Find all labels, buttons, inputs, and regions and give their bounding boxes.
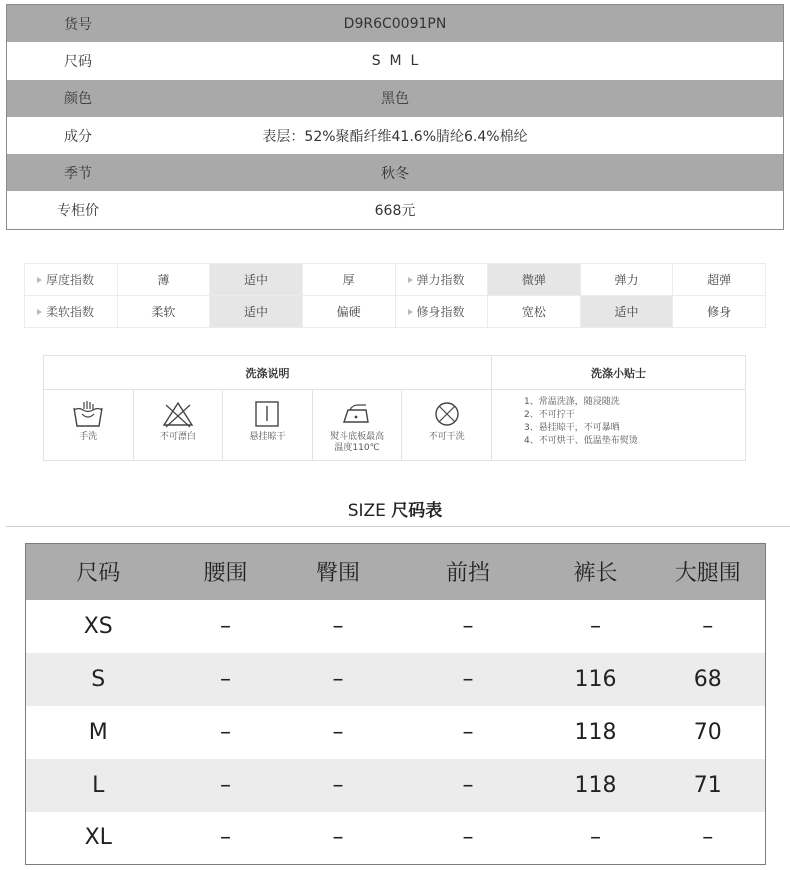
iron-icon bbox=[340, 400, 374, 428]
washing-title: 洗涤说明 bbox=[44, 356, 491, 390]
thickness-label: 厚度指数 bbox=[25, 264, 118, 296]
size-cell: – bbox=[462, 719, 474, 745]
feel-option: 弹力 bbox=[580, 264, 673, 296]
divider bbox=[6, 526, 790, 527]
feel-option: 厚 bbox=[302, 264, 395, 296]
triangle-icon bbox=[408, 309, 413, 315]
size-cell: – bbox=[281, 653, 396, 706]
size-cell: – bbox=[702, 825, 714, 851]
hang-dry-icon bbox=[250, 400, 284, 428]
size-cell: L bbox=[26, 759, 171, 812]
info-row-size bbox=[7, 42, 783, 79]
feel-option-selected: 适中 bbox=[210, 296, 303, 328]
size-row bbox=[26, 759, 766, 812]
size-cell: M bbox=[88, 719, 108, 745]
size-cell: – bbox=[396, 653, 541, 706]
feel-option: 宽松 bbox=[488, 296, 581, 328]
size-cell: – bbox=[702, 613, 714, 639]
fit-label: 修身指数 bbox=[395, 296, 488, 328]
no-bleach-icon bbox=[161, 400, 195, 428]
size-cell: 70 bbox=[693, 719, 722, 745]
size-cell: – bbox=[281, 759, 396, 812]
size-header: 裤长 bbox=[541, 544, 651, 600]
size-cell: – bbox=[332, 825, 344, 851]
size-cell: XL bbox=[84, 825, 112, 851]
wash-item bbox=[44, 390, 134, 460]
info-key: 专柜价 bbox=[57, 203, 99, 220]
info-value: 秋冬 bbox=[381, 165, 409, 182]
washing-panel bbox=[43, 355, 746, 461]
info-row-season bbox=[7, 154, 783, 191]
product-info-table bbox=[6, 4, 784, 230]
softness-label: 柔软指数 bbox=[25, 296, 118, 328]
hand-wash-icon bbox=[71, 400, 105, 428]
size-cell: XS bbox=[83, 613, 113, 639]
size-cell: 68 bbox=[651, 653, 766, 706]
washing-instructions bbox=[44, 356, 492, 460]
info-value: 黑色 bbox=[381, 91, 409, 108]
fabric-index-table bbox=[24, 263, 766, 328]
size-cell: – bbox=[171, 759, 281, 812]
tip-item: 1、常温洗涤，随浸随洗 bbox=[524, 397, 620, 407]
feel-option: 偏硬 bbox=[302, 296, 395, 328]
size-chart-title bbox=[0, 496, 790, 521]
info-row-composition bbox=[7, 117, 783, 154]
size-cell: – bbox=[462, 613, 474, 639]
info-key: 成分 bbox=[64, 128, 92, 145]
info-value: S M L bbox=[371, 52, 419, 69]
size-header: 臀围 bbox=[281, 544, 396, 600]
feel-option: 柔软 bbox=[117, 296, 210, 328]
info-key: 尺码 bbox=[64, 53, 92, 70]
size-title-en: SIZE bbox=[347, 501, 386, 521]
wash-item bbox=[223, 390, 313, 460]
no-dry-clean-icon bbox=[430, 400, 464, 428]
size-cell: – bbox=[220, 719, 231, 745]
washing-icons bbox=[44, 390, 491, 460]
size-row bbox=[26, 812, 766, 865]
info-key: 季节 bbox=[64, 165, 92, 182]
wash-label: 温度110℃ bbox=[334, 443, 380, 453]
elasticity-label: 弹力指数 bbox=[395, 264, 488, 296]
info-value: 668元 bbox=[374, 203, 416, 220]
info-value: D9R6C0091PN bbox=[343, 15, 447, 32]
size-cell: S bbox=[26, 653, 171, 706]
wash-label: 不可漂白 bbox=[159, 432, 196, 442]
tip-item: 3、悬挂晾干，不可暴晒 bbox=[524, 423, 620, 433]
feel-option: 薄 bbox=[117, 264, 210, 296]
size-cell: 71 bbox=[651, 759, 766, 812]
size-row bbox=[26, 653, 766, 706]
wash-label: 不可干洗 bbox=[428, 432, 465, 442]
wash-item bbox=[402, 390, 491, 460]
wash-label: 手洗 bbox=[79, 432, 98, 442]
size-header: 尺码 bbox=[26, 544, 171, 600]
size-cell: – bbox=[220, 613, 231, 639]
feel-option-selected: 适中 bbox=[210, 264, 303, 296]
tip-item: 4、不可烘干、低温垫布熨烫 bbox=[524, 436, 638, 446]
wash-item bbox=[313, 390, 403, 460]
washing-tips bbox=[492, 356, 745, 460]
feel-row bbox=[25, 264, 766, 296]
feel-option-selected: 适中 bbox=[580, 296, 673, 328]
size-header: 腰围 bbox=[171, 544, 281, 600]
size-header: 前挡 bbox=[396, 544, 541, 600]
size-cell: – bbox=[171, 653, 281, 706]
size-cell: 116 bbox=[541, 653, 651, 706]
triangle-icon bbox=[37, 309, 42, 315]
size-cell: – bbox=[590, 825, 601, 851]
size-chart-table bbox=[25, 543, 766, 865]
size-cell: – bbox=[332, 719, 344, 745]
tips-list bbox=[492, 390, 745, 448]
feel-option: 超弹 bbox=[673, 264, 766, 296]
wash-label: 熨斗底板最高 bbox=[330, 432, 385, 442]
info-key: 颜色 bbox=[64, 91, 92, 108]
info-value: 表层：52%聚酯纤维41.6%腈纶6.4%棉纶 bbox=[262, 128, 528, 145]
tips-title: 洗涤小贴士 bbox=[492, 356, 745, 390]
size-row bbox=[26, 600, 766, 653]
tip-item: 2、不可拧干 bbox=[524, 410, 575, 420]
size-row bbox=[26, 706, 766, 759]
feel-option-selected: 微弹 bbox=[488, 264, 581, 296]
size-cell: – bbox=[590, 613, 601, 639]
size-header: 大腿围 bbox=[651, 544, 766, 600]
size-cell: 118 bbox=[574, 719, 617, 745]
info-row-color bbox=[7, 80, 783, 117]
size-cell: – bbox=[220, 825, 231, 851]
info-row-price bbox=[7, 191, 783, 228]
triangle-icon bbox=[37, 277, 42, 283]
info-row-item-number bbox=[7, 5, 783, 42]
size-cell: – bbox=[462, 825, 474, 851]
size-cell: – bbox=[332, 613, 344, 639]
feel-option: 修身 bbox=[673, 296, 766, 328]
triangle-icon bbox=[408, 277, 413, 283]
size-header-row bbox=[26, 544, 766, 600]
wash-item bbox=[134, 390, 224, 460]
wash-label: 悬挂晾干 bbox=[249, 432, 286, 442]
info-key: 货号 bbox=[64, 16, 92, 33]
size-cell: 118 bbox=[541, 759, 651, 812]
size-title-cn: 尺码表 bbox=[391, 501, 443, 521]
feel-row bbox=[25, 296, 766, 328]
size-cell: – bbox=[396, 759, 541, 812]
